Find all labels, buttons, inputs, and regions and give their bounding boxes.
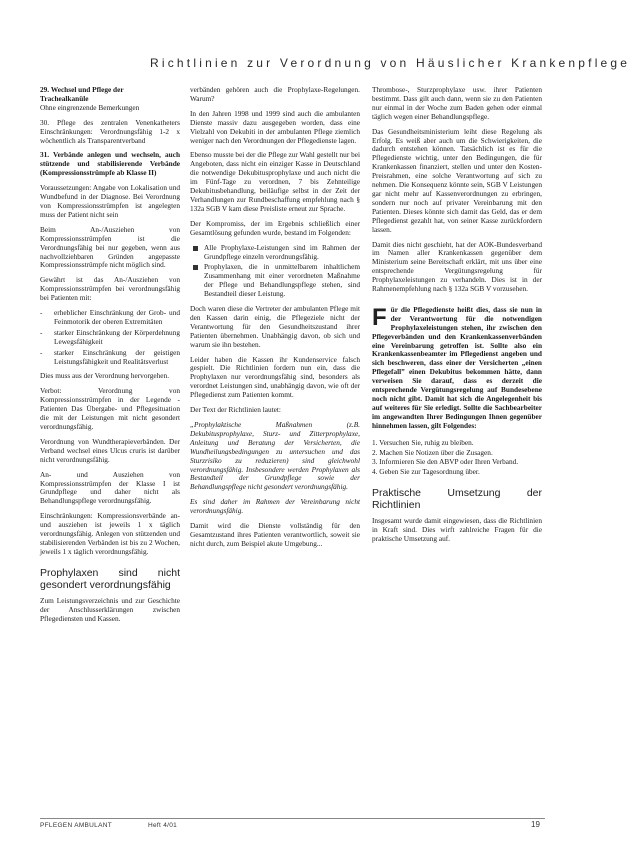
paragraph bbox=[40, 276, 180, 303]
quote bbox=[190, 421, 360, 492]
bullet-item: Prophylaxen, die in unmittelbarem inhaltlichem Zusammenhang mit einer verordneten Maßnahme der Pflege und Behandlungspflege stehen, sind Bestandteil dieser Leistung. bbox=[190, 263, 360, 299]
para-text: Das Gesundheitsministerium leiht diese Regelung als Erfolg. Es weiß aber auch um die Schwierigkeiten, die dadurch entstehen können. Tatsächlich ist es für die Pflegedienste wichtig, unter den Bedingungen, die für Krankenkassen finanziert, stellen und unter den Kosten-Preisrahmen, eine solche Verantwortung auf sich zu nehmen. Die Konsequenz könnte sein, SGB V Leistungen gar nicht mehr auf Kassenverordnungen zu erbringen, sondern nur noch auf privater Vereinbarung mit den Patienten. Dieses könnte sich damit das Geld, das er dem Pflegedienst gezahlt hat, von seiner Kasse zurückfordern lassen. bbox=[372, 126, 542, 234]
quote-text: „Prophylaktische Maßnahmen (z.B. Dekubitusprophylaxe, Sturz- und Zitterprophylaxe, Anleitung und Beratung der Versicherten, die Wundheilungsbedingungen zu untersuchen und das Sturzrisiko zu reduzieren) sind gleichwohl verordnungsfähig. Insbesondere werden Prophylaxen als Bestandteil der Grundpflege sowie der Behandlungspflege nicht gesondert verordnungsfähig. bbox=[190, 420, 360, 492]
paragraph bbox=[372, 517, 542, 544]
paragraph bbox=[40, 471, 180, 507]
item-31-title: 31. Verbände anlegen und wechseln, auch stützende und stabilisierende Verbände (Kompressionsstrümpfe ab Klasse II) bbox=[40, 150, 180, 178]
footer-journal: PFLEGEN AMBULANT bbox=[40, 822, 112, 829]
dash-item-text: erheblicher Einschränkung der Grob- und Feinmotorik der oberen Extremitäten bbox=[54, 308, 180, 326]
numbered-item: 2. Machen Sie Notizen über die Zusagen. bbox=[372, 447, 493, 457]
paragraph bbox=[40, 184, 180, 220]
dash-item: - erheblicher Einschränkung der Grob- und Feinmotorik der oberen Extremitäten bbox=[40, 308, 180, 326]
dash-item-text: starker Einschränkung der geistigen Leistungsfähigkeit und Realitätsverlust bbox=[54, 347, 180, 366]
paragraph bbox=[372, 86, 542, 122]
paragraph bbox=[40, 226, 180, 271]
para-text: Thrombose-, Sturzprophylaxe usw. ihrer Patienten bestimmt. Dass gilt auch dann, wenn sie zu den Patienten nur einmal in der Woche zum Baden gehen oder einmal täglich wegen einer Behandlungspflege. bbox=[372, 85, 542, 121]
item-29-title-cont: Trachealkanüle bbox=[40, 93, 89, 103]
paragraph bbox=[40, 387, 180, 432]
item-29-note: Ohne eingrenzende Bemerkungen bbox=[40, 102, 140, 112]
paragraph bbox=[372, 241, 542, 294]
para-text: Dies muss aus der Verordnung hervorgehen. bbox=[40, 371, 170, 381]
paragraph bbox=[40, 597, 180, 624]
item-29 bbox=[40, 86, 180, 113]
dash-item-text: starker Einschränkung der Körperdehnung Lewegsfähigkeit bbox=[54, 327, 180, 346]
item-31 bbox=[40, 151, 180, 178]
paragraph bbox=[40, 512, 180, 557]
paragraph bbox=[190, 406, 360, 415]
para-text: Doch waren diese die Vertreter der ambulanten Pflege mit den Kassen darin einig, die Pflegeziele nicht der Verantwortung für den Gesundheitszustand ihrer Patienten übernehmen. Unabhängig davon, ob sich und warum sie ihn bestehen. bbox=[190, 304, 360, 349]
para-text: verbänden gehören auch die Prophylaxe-Regelungen. Warum? bbox=[190, 85, 360, 103]
item-30 bbox=[40, 119, 180, 146]
item-30-text: 30. Pflege des zentralen Venenkatheters Einschränkungen: Verordnungsfähig 1-2 x wöchentlich als Transparentverband bbox=[40, 117, 180, 145]
footer-rule bbox=[40, 818, 545, 819]
column-1 bbox=[40, 86, 180, 630]
para-text: Einschränkungen: Kompressionsverbände an- und ausziehen ist jeweils 1 x täglich verordnungsfähig. Anlegen von stützenden und stabilisierenden Verbänden ist bis zu 2 Wochen, jeweils 1 x täglich verordnungsfähig. bbox=[40, 511, 180, 556]
drop-cap: F bbox=[372, 303, 387, 331]
para-text: Damit dies nicht geschieht, hat der AOK-Bundesverband im Namen aller Krankenkassen gegenüber dem Ministerium seine Bereitschaft erklärt, mit uns über eine entsprechende Vergütungsregelung für Prophylaxeleistungen zu verhandeln. Dies ist in der Rahmenempfehlung nach § 132a SGB V vorzusehen. bbox=[372, 239, 542, 294]
page-number: 19 bbox=[531, 820, 540, 829]
item-29-title: 29. Wechsel und Pflege der bbox=[40, 85, 124, 94]
numbered-item: 1. Versuchen Sie, ruhig zu bleiben. bbox=[372, 437, 474, 447]
paragraph bbox=[40, 438, 180, 465]
para-text: Beim An-/Ausziehen von Kompressionsstrümpfen ist die Verordnungsfähig bei nur gegeben, wenn aus nachvollziehbaren Gründen angepasste Kompressionsstrümpfe nicht möglich sind. bbox=[40, 224, 180, 270]
paragraph bbox=[190, 110, 360, 146]
paragraph bbox=[40, 372, 180, 381]
column-2 bbox=[190, 86, 360, 555]
callout-text: ür die Pflegedienste heißt dies, dass sie nun in der Verantwortung für die notwendigen Prophylaxeleistungen stehen, ihr zwischen den Pflegeverbänden und den Krankenkassenverbänden eine Vereinbarung getroffen ist. Sollte also ein Krankenkassenbeamter im Pflegedienst angeben und sich beschweren, dass einer der Versicherten „einen Pflegefall” einen Dekubitus bekommen hätte, dann verweisen Sie darauf, dass es derzeit die entsprechende Vergütungsregelung auf Bundesebene noch nicht gibt. Damit hat sich die Angelegenheit bis auf weiteres für Sie erledigt. Sollte die Sachbearbeiter im angewandten Ihrer Bedingungen Ihnen gegenüber hinnehmen lassen, gilt Folgendes: bbox=[372, 304, 542, 430]
para-text: Der Kompromiss, der im Ergebnis schließlich einer Gesamtlösung gefunden wurde, bestand im Folgenden: bbox=[190, 218, 360, 237]
section-heading-praktische-umsetzung: Praktische Umsetzung der Richtlinien bbox=[372, 487, 542, 512]
dash-item: - starker Einschränkung der geistigen Leistungsfähigkeit und Realitätsverlust bbox=[40, 347, 180, 366]
numbered-item: 4. Geben Sie zur Tagesordnung über. bbox=[372, 467, 480, 477]
section-heading-prophylaxen: Prophylaxen sind nicht gesondert verordnungsfähig bbox=[40, 566, 180, 591]
numbered-item: 3. Informieren Sie den ABVP oder Ihren Verband. bbox=[372, 457, 519, 467]
paragraph bbox=[190, 86, 360, 104]
para-text: Voraussetzungen: Angabe von Lokalisation und Wundbefund in der Diagnose. Bei Verordnung von Kompressionsstrümpfen ist angelegten muss der Patient nicht sein bbox=[40, 183, 180, 219]
paragraph bbox=[190, 522, 360, 549]
paragraph bbox=[190, 220, 360, 238]
paragraph bbox=[190, 356, 360, 401]
para-text: Leider haben die Kassen ihr Kundenservice falsch gespielt. Die Richtlinien fordern nun ein, dass die Prophylaxen nur verordnungsfähig sind, besonders als verordnet Leistungen sind, unabhängig davon, wie oft der Pflegedienst zum Patienten kommt. bbox=[190, 354, 360, 400]
para-text: In den Jahren 1998 und 1999 sind auch die ambulanten Dienste massiv dazu ausgegeben worden, dass eine Vielzahl von Dekubiti in der ambulanten Pflege ziemlich weniger nach den Verordnungen der Pflegedienste lagen. bbox=[190, 108, 360, 145]
dash-item: - starker Einschränkung der Körperdehnung Lewegsfähigkeit bbox=[40, 327, 180, 346]
para-text: Ebenso musste bei der die Pflege zur Wahl gestellt nur bei Angeboten, dass nicht ein einziger Kasse in Deutschland die notwendige Dekubitusprophylaxe und auch nicht die im Fünf-Tage zu verordnen, 7 bis Zehnteilige Dekubitusbehandlung, beiläufige selbst in der Zeit der Verhandlungen zur Rundbeschaffung empfehlung nach § 132a SGB V kam diese Preisliste erneut zur Sprache. bbox=[190, 150, 360, 213]
numbered-list bbox=[372, 439, 542, 478]
footer-issue: Heft 4/01 bbox=[147, 822, 178, 829]
para-text: Es sind daher im Rahmen der Vereinbarung nicht verordnungsfähig. bbox=[190, 497, 360, 516]
paragraph bbox=[190, 151, 360, 213]
para-text: Der Text der Richtlinien lautet: bbox=[190, 405, 281, 415]
paragraph bbox=[372, 128, 542, 235]
para-text: Insgesamt wurde damit eingewiesen, dass die Richtlinien in Kraft sind. Dies wirft zahlreiche Fragen für die praktische Umsetzung auf. bbox=[372, 516, 542, 544]
column-3 bbox=[372, 86, 542, 550]
running-title: Richtlinien zur Verordnung von Häuslicher Krankenpflege bbox=[150, 56, 630, 70]
para-text: Verordnung von Wundtherapieverbänden. Der Verband wechsel eines Ulcus cruris ist darüber nicht verordnungsfähig. bbox=[40, 436, 180, 464]
callout-paragraph bbox=[372, 303, 542, 431]
para-text: Gewährt ist das An-/Ausziehen von Kompressionsstrümpfen bei verordnungsfähig bei Patienten mit: bbox=[40, 275, 180, 303]
bullet-list bbox=[190, 244, 360, 299]
paragraph bbox=[190, 305, 360, 350]
para-text: Verbot: Verordnung von Kompressionsstrümpfen in der Legende - Patienten Das Übergabe- und Pflegesituation die mit der Leistungen mit nicht gesondert verordnungsfähig. bbox=[40, 386, 180, 431]
dash-list bbox=[40, 309, 180, 366]
para-text: Zum Leistungsverzeichnis und zur Geschichte der Anschlusserklärungen zwischen Pflegediensten und Kassen. bbox=[40, 595, 180, 623]
bullet-item: Alle Prophylaxe-Leistungen sind im Rahmen der Grundpflege einzeln verordnungsfähig. bbox=[190, 244, 360, 262]
para-text: An- und Ausziehen von Kompressionsstrümpfen der Klasse I ist Grundpflege und daher nicht als Behandlungspflege verordnungsfähig. bbox=[40, 469, 180, 506]
para-text: Damit wird die Dienste vollständig für den Gesamtzustand ihres Patienten verantwortlich, soweit sie nicht durch, zum Beispiel akute Umgebung... bbox=[190, 521, 360, 548]
paragraph bbox=[190, 498, 360, 516]
footer bbox=[40, 822, 177, 829]
